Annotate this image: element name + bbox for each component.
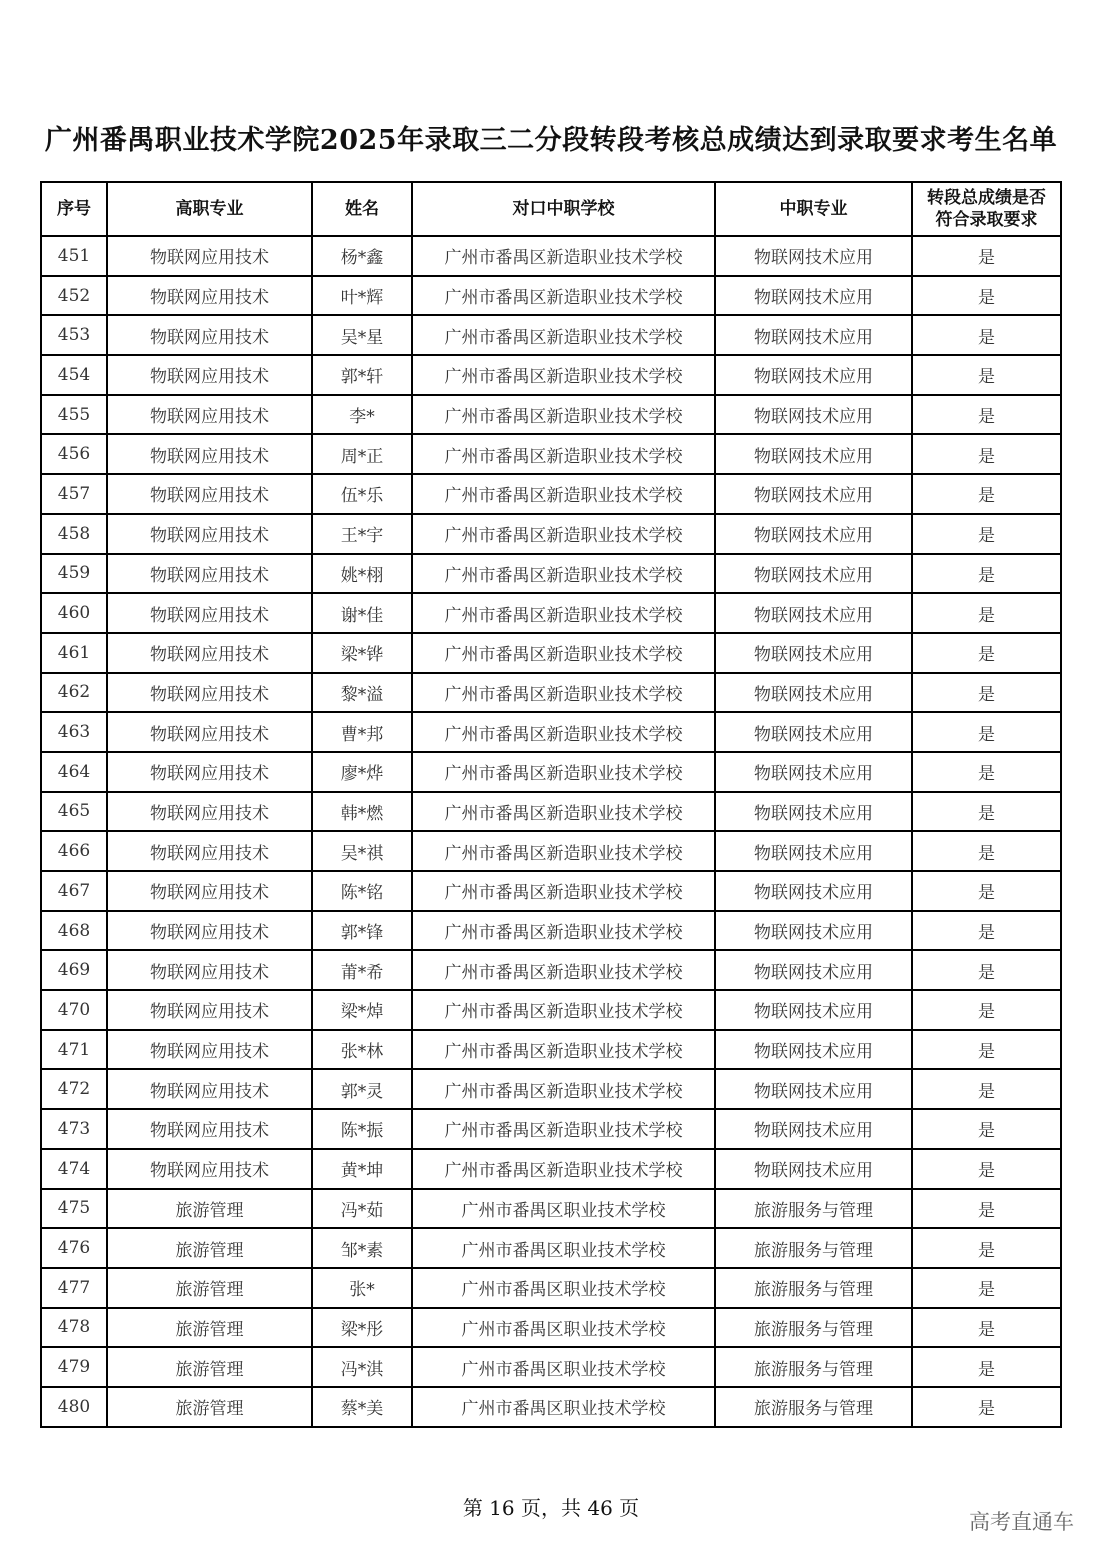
cell-college-major: 物联网应用技术 bbox=[107, 395, 312, 435]
cell-meets-requirement: 是 bbox=[912, 752, 1061, 792]
cell-name: 周*正 bbox=[312, 434, 412, 474]
cell-meets-requirement: 是 bbox=[912, 276, 1061, 316]
cell-secondary-major: 物联网技术应用 bbox=[715, 474, 912, 514]
cell-secondary-major: 物联网技术应用 bbox=[715, 1109, 912, 1149]
cell-secondary-school: 广州市番禺区新造职业技术学校 bbox=[412, 871, 715, 911]
cell-secondary-major: 物联网技术应用 bbox=[715, 514, 912, 554]
cell-name: 冯*淇 bbox=[312, 1347, 412, 1387]
cell-college-major: 物联网应用技术 bbox=[107, 554, 312, 594]
header-meets-requirement: 转段总成绩是否符合录取要求 bbox=[912, 182, 1061, 236]
table-row bbox=[41, 355, 1061, 395]
cell-index: 470 bbox=[41, 990, 107, 1030]
cell-index: 466 bbox=[41, 831, 107, 871]
table-row bbox=[41, 633, 1061, 673]
cell-index: 472 bbox=[41, 1069, 107, 1109]
cell-name: 张*林 bbox=[312, 1030, 412, 1070]
cell-meets-requirement: 是 bbox=[912, 1308, 1061, 1348]
cell-college-major: 物联网应用技术 bbox=[107, 1069, 312, 1109]
header-index: 序号 bbox=[41, 182, 107, 236]
cell-secondary-major: 物联网技术应用 bbox=[715, 712, 912, 752]
cell-meets-requirement: 是 bbox=[912, 1109, 1061, 1149]
cell-secondary-major: 旅游服务与管理 bbox=[715, 1268, 912, 1308]
cell-secondary-school: 广州市番禺区新造职业技术学校 bbox=[412, 355, 715, 395]
cell-meets-requirement: 是 bbox=[912, 434, 1061, 474]
cell-meets-requirement: 是 bbox=[912, 514, 1061, 554]
cell-secondary-school: 广州市番禺区新造职业技术学校 bbox=[412, 752, 715, 792]
table-body bbox=[41, 236, 1061, 1427]
cell-secondary-major: 物联网技术应用 bbox=[715, 355, 912, 395]
cell-secondary-major: 物联网技术应用 bbox=[715, 752, 912, 792]
table-row bbox=[41, 1069, 1061, 1109]
table-row bbox=[41, 1030, 1061, 1070]
cell-college-major: 物联网应用技术 bbox=[107, 950, 312, 990]
cell-index: 475 bbox=[41, 1189, 107, 1229]
cell-college-major: 物联网应用技术 bbox=[107, 474, 312, 514]
cell-name: 冯*茹 bbox=[312, 1189, 412, 1229]
header-secondary-major: 中职专业 bbox=[715, 182, 912, 236]
cell-meets-requirement: 是 bbox=[912, 1030, 1061, 1070]
table-row bbox=[41, 395, 1061, 435]
cell-name: 杨*鑫 bbox=[312, 236, 412, 276]
cell-meets-requirement: 是 bbox=[912, 236, 1061, 276]
cell-secondary-major: 物联网技术应用 bbox=[715, 990, 912, 1030]
cell-college-major: 旅游管理 bbox=[107, 1387, 312, 1427]
table-row bbox=[41, 1189, 1061, 1229]
cell-name: 伍*乐 bbox=[312, 474, 412, 514]
cell-secondary-school: 广州市番禺区职业技术学校 bbox=[412, 1387, 715, 1427]
table-row bbox=[41, 1308, 1061, 1348]
cell-college-major: 物联网应用技术 bbox=[107, 236, 312, 276]
table-row bbox=[41, 1347, 1061, 1387]
admission-table bbox=[40, 181, 1062, 1428]
cell-college-major: 物联网应用技术 bbox=[107, 276, 312, 316]
cell-index: 455 bbox=[41, 395, 107, 435]
cell-index: 462 bbox=[41, 673, 107, 713]
cell-index: 452 bbox=[41, 276, 107, 316]
table-row bbox=[41, 1149, 1061, 1189]
cell-secondary-major: 物联网技术应用 bbox=[715, 871, 912, 911]
cell-secondary-major: 旅游服务与管理 bbox=[715, 1189, 912, 1229]
cell-name: 郭*锋 bbox=[312, 911, 412, 951]
cell-secondary-school: 广州市番禺区职业技术学校 bbox=[412, 1347, 715, 1387]
cell-secondary-school: 广州市番禺区新造职业技术学校 bbox=[412, 1030, 715, 1070]
cell-secondary-school: 广州市番禺区新造职业技术学校 bbox=[412, 474, 715, 514]
table-row bbox=[41, 236, 1061, 276]
cell-secondary-school: 广州市番禺区职业技术学校 bbox=[412, 1268, 715, 1308]
table-row bbox=[41, 911, 1061, 951]
cell-secondary-school: 广州市番禺区新造职业技术学校 bbox=[412, 990, 715, 1030]
cell-name: 张* bbox=[312, 1268, 412, 1308]
cell-index: 478 bbox=[41, 1308, 107, 1348]
cell-secondary-major: 物联网技术应用 bbox=[715, 1069, 912, 1109]
cell-secondary-school: 广州市番禺区新造职业技术学校 bbox=[412, 673, 715, 713]
cell-index: 458 bbox=[41, 514, 107, 554]
table-row bbox=[41, 950, 1061, 990]
cell-secondary-major: 物联网技术应用 bbox=[715, 434, 912, 474]
cell-secondary-major: 物联网技术应用 bbox=[715, 673, 912, 713]
table-row bbox=[41, 1268, 1061, 1308]
cell-meets-requirement: 是 bbox=[912, 1069, 1061, 1109]
cell-index: 467 bbox=[41, 871, 107, 911]
cell-index: 451 bbox=[41, 236, 107, 276]
cell-college-major: 旅游管理 bbox=[107, 1347, 312, 1387]
cell-meets-requirement: 是 bbox=[912, 1189, 1061, 1229]
table-row bbox=[41, 554, 1061, 594]
cell-meets-requirement: 是 bbox=[912, 950, 1061, 990]
cell-name: 郭*轩 bbox=[312, 355, 412, 395]
cell-name: 梁*彤 bbox=[312, 1308, 412, 1348]
table-row bbox=[41, 1109, 1061, 1149]
table-row bbox=[41, 1387, 1061, 1427]
table-row bbox=[41, 276, 1061, 316]
cell-secondary-major: 物联网技术应用 bbox=[715, 554, 912, 594]
cell-name: 廖*烨 bbox=[312, 752, 412, 792]
cell-index: 463 bbox=[41, 712, 107, 752]
cell-name: 吴*祺 bbox=[312, 831, 412, 871]
cell-meets-requirement: 是 bbox=[912, 355, 1061, 395]
cell-meets-requirement: 是 bbox=[912, 673, 1061, 713]
cell-secondary-major: 物联网技术应用 bbox=[715, 395, 912, 435]
cell-index: 477 bbox=[41, 1268, 107, 1308]
cell-secondary-major: 物联网技术应用 bbox=[715, 950, 912, 990]
cell-secondary-school: 广州市番禺区新造职业技术学校 bbox=[412, 792, 715, 832]
cell-meets-requirement: 是 bbox=[912, 831, 1061, 871]
cell-name: 叶*辉 bbox=[312, 276, 412, 316]
cell-name: 谢*佳 bbox=[312, 593, 412, 633]
cell-name: 邹*素 bbox=[312, 1228, 412, 1268]
cell-college-major: 物联网应用技术 bbox=[107, 593, 312, 633]
cell-index: 456 bbox=[41, 434, 107, 474]
cell-college-major: 物联网应用技术 bbox=[107, 514, 312, 554]
cell-meets-requirement: 是 bbox=[912, 315, 1061, 355]
cell-meets-requirement: 是 bbox=[912, 792, 1061, 832]
cell-secondary-major: 旅游服务与管理 bbox=[715, 1308, 912, 1348]
cell-secondary-major: 物联网技术应用 bbox=[715, 831, 912, 871]
table-header-row bbox=[41, 182, 1061, 236]
cell-secondary-major: 物联网技术应用 bbox=[715, 276, 912, 316]
cell-college-major: 物联网应用技术 bbox=[107, 1030, 312, 1070]
table-row bbox=[41, 871, 1061, 911]
cell-index: 464 bbox=[41, 752, 107, 792]
cell-college-major: 物联网应用技术 bbox=[107, 871, 312, 911]
cell-meets-requirement: 是 bbox=[912, 1387, 1061, 1427]
cell-name: 王*宇 bbox=[312, 514, 412, 554]
cell-name: 陈*铭 bbox=[312, 871, 412, 911]
cell-secondary-school: 广州市番禺区新造职业技术学校 bbox=[412, 911, 715, 951]
cell-secondary-major: 物联网技术应用 bbox=[715, 792, 912, 832]
cell-index: 468 bbox=[41, 911, 107, 951]
cell-secondary-major: 旅游服务与管理 bbox=[715, 1347, 912, 1387]
cell-college-major: 物联网应用技术 bbox=[107, 712, 312, 752]
cell-name: 陈*振 bbox=[312, 1109, 412, 1149]
cell-college-major: 旅游管理 bbox=[107, 1268, 312, 1308]
cell-index: 454 bbox=[41, 355, 107, 395]
cell-college-major: 旅游管理 bbox=[107, 1308, 312, 1348]
cell-college-major: 物联网应用技术 bbox=[107, 1109, 312, 1149]
cell-meets-requirement: 是 bbox=[912, 990, 1061, 1030]
cell-meets-requirement: 是 bbox=[912, 911, 1061, 951]
cell-index: 460 bbox=[41, 593, 107, 633]
cell-secondary-school: 广州市番禺区新造职业技术学校 bbox=[412, 236, 715, 276]
cell-college-major: 旅游管理 bbox=[107, 1189, 312, 1229]
cell-name: 曹*邦 bbox=[312, 712, 412, 752]
document-title: 广州番禺职业技术学院2025年录取三二分段转段考核总成绩达到录取要求考生名单 bbox=[44, 125, 1058, 156]
table-row bbox=[41, 831, 1061, 871]
cell-college-major: 物联网应用技术 bbox=[107, 1149, 312, 1189]
cell-college-major: 物联网应用技术 bbox=[107, 315, 312, 355]
cell-index: 459 bbox=[41, 554, 107, 594]
cell-college-major: 物联网应用技术 bbox=[107, 792, 312, 832]
cell-name: 韩*燃 bbox=[312, 792, 412, 832]
cell-secondary-school: 广州市番禺区新造职业技术学校 bbox=[412, 1069, 715, 1109]
cell-secondary-school: 广州市番禺区新造职业技术学校 bbox=[412, 554, 715, 594]
cell-meets-requirement: 是 bbox=[912, 474, 1061, 514]
cell-secondary-school: 广州市番禺区新造职业技术学校 bbox=[412, 1109, 715, 1149]
cell-secondary-major: 物联网技术应用 bbox=[715, 1030, 912, 1070]
cell-index: 479 bbox=[41, 1347, 107, 1387]
table-row bbox=[41, 593, 1061, 633]
watermark: 高考直通车 bbox=[969, 1510, 1074, 1534]
cell-secondary-school: 广州市番禺区新造职业技术学校 bbox=[412, 950, 715, 990]
cell-name: 吴*星 bbox=[312, 315, 412, 355]
cell-index: 453 bbox=[41, 315, 107, 355]
cell-secondary-school: 广州市番禺区新造职业技术学校 bbox=[412, 276, 715, 316]
cell-index: 465 bbox=[41, 792, 107, 832]
cell-secondary-major: 物联网技术应用 bbox=[715, 315, 912, 355]
cell-name: 蔡*美 bbox=[312, 1387, 412, 1427]
cell-secondary-major: 物联网技术应用 bbox=[715, 593, 912, 633]
table-row bbox=[41, 474, 1061, 514]
header-college-major: 高职专业 bbox=[107, 182, 312, 236]
cell-secondary-school: 广州市番禺区新造职业技术学校 bbox=[412, 712, 715, 752]
cell-secondary-major: 旅游服务与管理 bbox=[715, 1228, 912, 1268]
cell-name: 梁*焯 bbox=[312, 990, 412, 1030]
cell-secondary-school: 广州市番禺区新造职业技术学校 bbox=[412, 434, 715, 474]
page-number: 第 16 页，共 46 页 bbox=[462, 1496, 640, 1520]
cell-secondary-school: 广州市番禺区新造职业技术学校 bbox=[412, 514, 715, 554]
cell-secondary-school: 广州市番禺区职业技术学校 bbox=[412, 1308, 715, 1348]
header-secondary-school: 对口中职学校 bbox=[412, 182, 715, 236]
table-row bbox=[41, 673, 1061, 713]
cell-meets-requirement: 是 bbox=[912, 712, 1061, 752]
cell-index: 474 bbox=[41, 1149, 107, 1189]
cell-secondary-school: 广州市番禺区新造职业技术学校 bbox=[412, 831, 715, 871]
cell-index: 461 bbox=[41, 633, 107, 673]
table-row bbox=[41, 712, 1061, 752]
cell-meets-requirement: 是 bbox=[912, 554, 1061, 594]
table-row bbox=[41, 752, 1061, 792]
cell-secondary-major: 物联网技术应用 bbox=[715, 633, 912, 673]
table-row bbox=[41, 792, 1061, 832]
table-row bbox=[41, 315, 1061, 355]
cell-secondary-school: 广州市番禺区新造职业技术学校 bbox=[412, 633, 715, 673]
cell-name: 姚*栩 bbox=[312, 554, 412, 594]
cell-index: 469 bbox=[41, 950, 107, 990]
cell-secondary-major: 物联网技术应用 bbox=[715, 236, 912, 276]
cell-college-major: 物联网应用技术 bbox=[107, 831, 312, 871]
cell-college-major: 物联网应用技术 bbox=[107, 911, 312, 951]
cell-index: 471 bbox=[41, 1030, 107, 1070]
cell-index: 457 bbox=[41, 474, 107, 514]
table-row bbox=[41, 1228, 1061, 1268]
cell-index: 473 bbox=[41, 1109, 107, 1149]
cell-name: 郭*灵 bbox=[312, 1069, 412, 1109]
cell-meets-requirement: 是 bbox=[912, 633, 1061, 673]
cell-secondary-school: 广州市番禺区职业技术学校 bbox=[412, 1189, 715, 1229]
cell-college-major: 物联网应用技术 bbox=[107, 434, 312, 474]
cell-college-major: 物联网应用技术 bbox=[107, 355, 312, 395]
cell-secondary-school: 广州市番禺区新造职业技术学校 bbox=[412, 593, 715, 633]
cell-index: 480 bbox=[41, 1387, 107, 1427]
cell-name: 黄*坤 bbox=[312, 1149, 412, 1189]
cell-secondary-school: 广州市番禺区新造职业技术学校 bbox=[412, 1149, 715, 1189]
header-name: 姓名 bbox=[312, 182, 412, 236]
cell-meets-requirement: 是 bbox=[912, 1228, 1061, 1268]
cell-college-major: 物联网应用技术 bbox=[107, 752, 312, 792]
cell-meets-requirement: 是 bbox=[912, 593, 1061, 633]
cell-secondary-school: 广州市番禺区职业技术学校 bbox=[412, 1228, 715, 1268]
cell-meets-requirement: 是 bbox=[912, 1268, 1061, 1308]
cell-college-major: 物联网应用技术 bbox=[107, 633, 312, 673]
cell-college-major: 物联网应用技术 bbox=[107, 673, 312, 713]
cell-secondary-major: 物联网技术应用 bbox=[715, 911, 912, 951]
cell-meets-requirement: 是 bbox=[912, 1149, 1061, 1189]
cell-secondary-major: 物联网技术应用 bbox=[715, 1149, 912, 1189]
cell-name: 莆*希 bbox=[312, 950, 412, 990]
cell-college-major: 物联网应用技术 bbox=[107, 990, 312, 1030]
cell-name: 梁*铧 bbox=[312, 633, 412, 673]
cell-secondary-school: 广州市番禺区新造职业技术学校 bbox=[412, 395, 715, 435]
cell-meets-requirement: 是 bbox=[912, 1347, 1061, 1387]
cell-name: 李* bbox=[312, 395, 412, 435]
table-row bbox=[41, 990, 1061, 1030]
cell-index: 476 bbox=[41, 1228, 107, 1268]
cell-secondary-major: 旅游服务与管理 bbox=[715, 1387, 912, 1427]
cell-meets-requirement: 是 bbox=[912, 395, 1061, 435]
cell-secondary-school: 广州市番禺区新造职业技术学校 bbox=[412, 315, 715, 355]
table-row bbox=[41, 514, 1061, 554]
cell-name: 黎*溢 bbox=[312, 673, 412, 713]
table-row bbox=[41, 434, 1061, 474]
cell-college-major: 旅游管理 bbox=[107, 1228, 312, 1268]
cell-meets-requirement: 是 bbox=[912, 871, 1061, 911]
